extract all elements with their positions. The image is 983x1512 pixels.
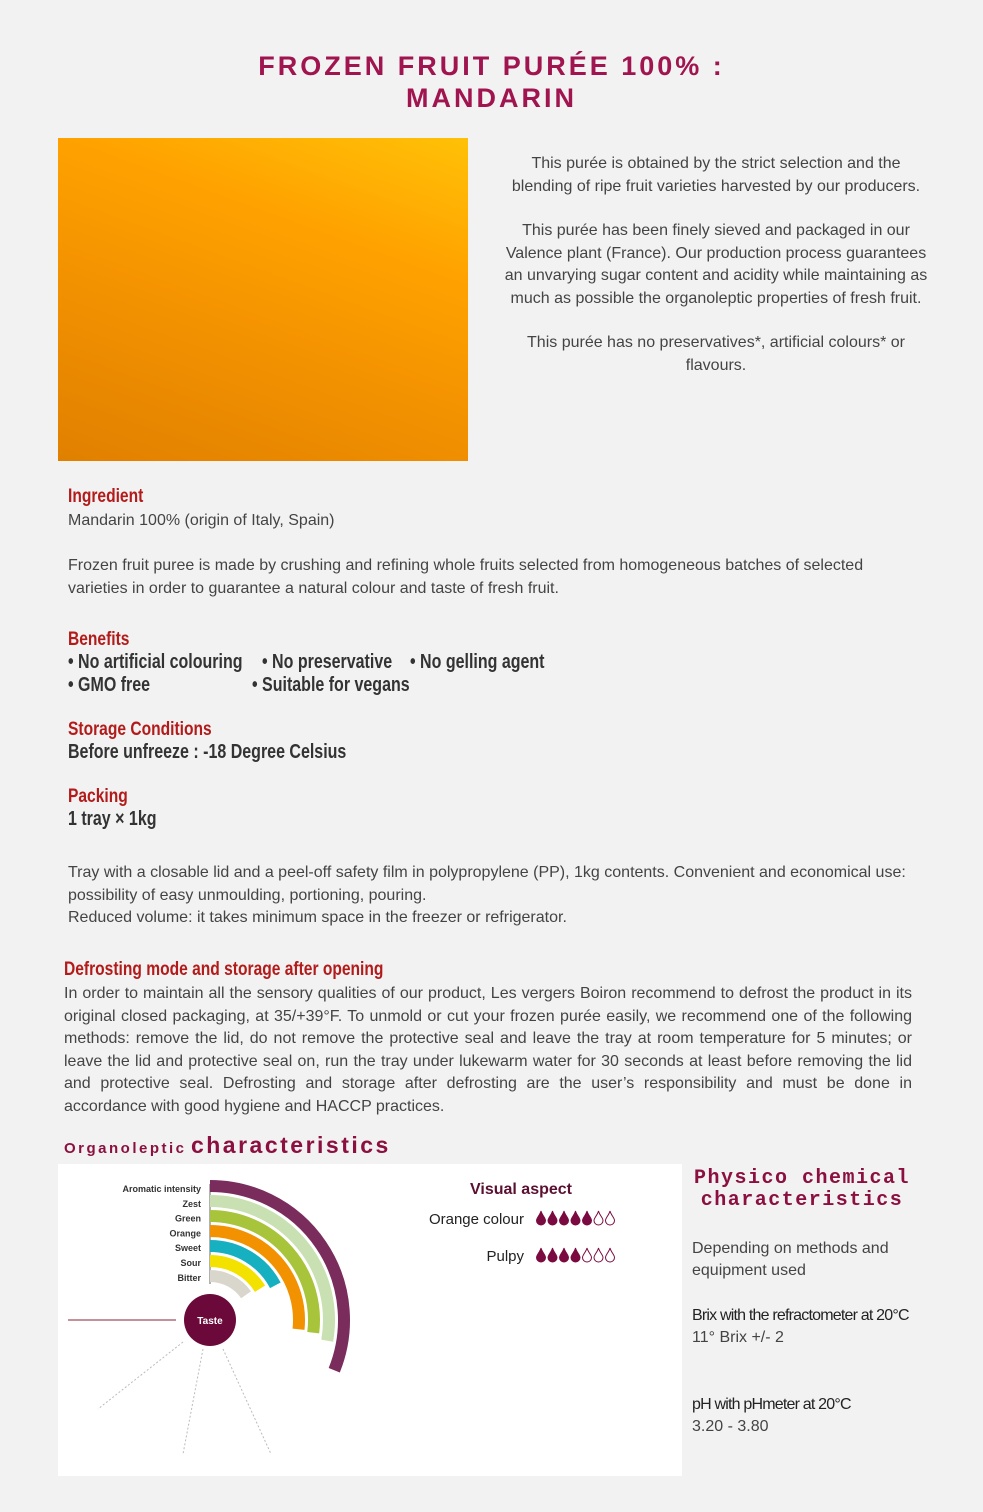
intro-text: [500, 153, 932, 399]
benefit-item: • Suitable for vegans: [252, 674, 410, 696]
benefit-item: • No gelling agent: [410, 651, 545, 673]
ingredient-heading: Ingredient: [68, 486, 144, 507]
brix-block: [692, 1305, 924, 1349]
ph-value: 3.20 - 3.80: [692, 1418, 769, 1435]
taste-chart: [58, 1164, 682, 1476]
visual-row-label: Pulpy: [486, 1248, 524, 1265]
visual-row-label: Orange colour: [428, 1211, 524, 1228]
taste-arc-bitter: [210, 1276, 246, 1295]
organoleptic-heading: [64, 1132, 391, 1159]
benefit-item: • GMO free: [68, 674, 151, 696]
drop-filled-icon: [571, 1211, 580, 1225]
brix-value: 11° Brix +/- 2: [692, 1329, 784, 1346]
packing-description-1: Tray with a closable lid and a peel-off safety film in polypropylene (PP), 1kg contents. Convenient and economical use: possibility of easy unmoulding, portioning, pouring.: [68, 864, 906, 904]
taste-axis-label: Zest: [182, 1198, 201, 1209]
physico-note: Depending on methods and equipment used: [692, 1240, 889, 1279]
ph-label: pH with pHmeter at 20°C: [692, 1396, 851, 1413]
organoleptic-panel: [58, 1164, 682, 1476]
page-title: [0, 50, 983, 114]
defrosting-heading: Defrosting mode and storage after opening: [64, 959, 384, 980]
title-line-1: FROZEN FRUIT PURÉE 100% :: [258, 51, 725, 81]
packing-description: [68, 862, 918, 930]
ph-block: [692, 1394, 942, 1438]
drop-filled-icon: [560, 1211, 569, 1225]
taste-axis-label: Green: [174, 1213, 201, 1224]
drop-filled-icon: [583, 1211, 592, 1225]
packing-value: 1 tray × 1kg: [68, 808, 157, 830]
intro-paragraph-3: This purée has no preservatives*, artificial colours* or flavours.: [527, 334, 905, 374]
ingredient-line: Mandarin 100% (origin of Italy, Spain): [68, 512, 335, 529]
taste-axis-label: Orange: [169, 1228, 201, 1239]
title-line-2: MANDARIN: [406, 83, 577, 113]
drop-empty-icon: [606, 1248, 615, 1262]
packing-description-2: Reduced volume: it takes minimum space in the freezer or refrigerator.: [68, 909, 567, 926]
drop-filled-icon: [560, 1248, 569, 1262]
taste-axis-label: Sour: [180, 1258, 201, 1268]
organoleptic-heading-small: Organoleptic: [64, 1140, 187, 1157]
ingredient-description: Frozen fruit puree is made by crushing and refining whole fruits selected from homogeneous batches of selected varieties in order to guarantee a natural colour and taste of fresh fruit.: [68, 557, 864, 597]
product-image: [58, 138, 468, 461]
taste-axis-label: Sweet: [174, 1243, 201, 1254]
drop-empty-icon: [594, 1248, 603, 1262]
decorative-line: [223, 1349, 271, 1454]
benefit-item: • No preservative: [262, 651, 393, 673]
drop-empty-icon: [606, 1211, 615, 1225]
storage-value: Before unfreeze : -18 Degree Celsius: [68, 741, 347, 763]
drop-filled-icon: [548, 1211, 557, 1225]
taste-axis-label: Aromatic intensity: [122, 1184, 201, 1194]
decorative-line: [183, 1349, 203, 1454]
drop-empty-icon: [583, 1248, 592, 1262]
decorative-line: [98, 1342, 183, 1409]
storage-heading: Storage Conditions: [68, 719, 212, 740]
benefits-heading: Benefits: [68, 629, 130, 650]
taste-axis-label: Bitter: [177, 1272, 201, 1283]
taste-label: Taste: [197, 1316, 223, 1327]
physico-heading: Physico chemical characteristics: [693, 1167, 911, 1212]
drop-empty-icon: [594, 1211, 603, 1225]
drop-filled-icon: [537, 1248, 546, 1262]
defrosting-text: In order to maintain all the sensory qualities of our product, Les vergers Boiron recommend to defrost the product in its original closed packaging, at 35/+39°F. To unmold or cut your frozen purée easily, we recommend one of the following methods: remove the lid, do not remove the protective seal and leave the tray at room temperature for 5 minutes; or leave the lid and protective seal on, run the tray under lukewarm water for 30 seconds at least before removing the lid and protective seal. Defrosting and storage after defrosting are the user’s responsibility and must be done in accordance with good hygiene and HACCP practices.: [64, 985, 912, 1115]
packing-heading: Packing: [68, 786, 128, 807]
intro-paragraph-2: This purée has been finely sieved and packaged in our Valence plant (France). Our production process guarantees an unvarying sugar content and acidity while maintaining as much as possible the organoleptic properties of fresh fruit.: [504, 222, 928, 307]
drop-filled-icon: [548, 1248, 557, 1262]
intro-paragraph-1: This purée is obtained by the strict selection and the blending of ripe fruit varieties harvested by our producers.: [511, 155, 921, 195]
drop-filled-icon: [571, 1248, 580, 1262]
drop-filled-icon: [537, 1211, 546, 1225]
brix-label: Brix with the refractometer at 20°C: [692, 1307, 909, 1324]
visual-aspect-heading: Visual aspect: [470, 1181, 572, 1198]
organoleptic-heading-big: characteristics: [190, 1132, 391, 1158]
benefit-item: • No artificial colouring: [68, 651, 243, 673]
